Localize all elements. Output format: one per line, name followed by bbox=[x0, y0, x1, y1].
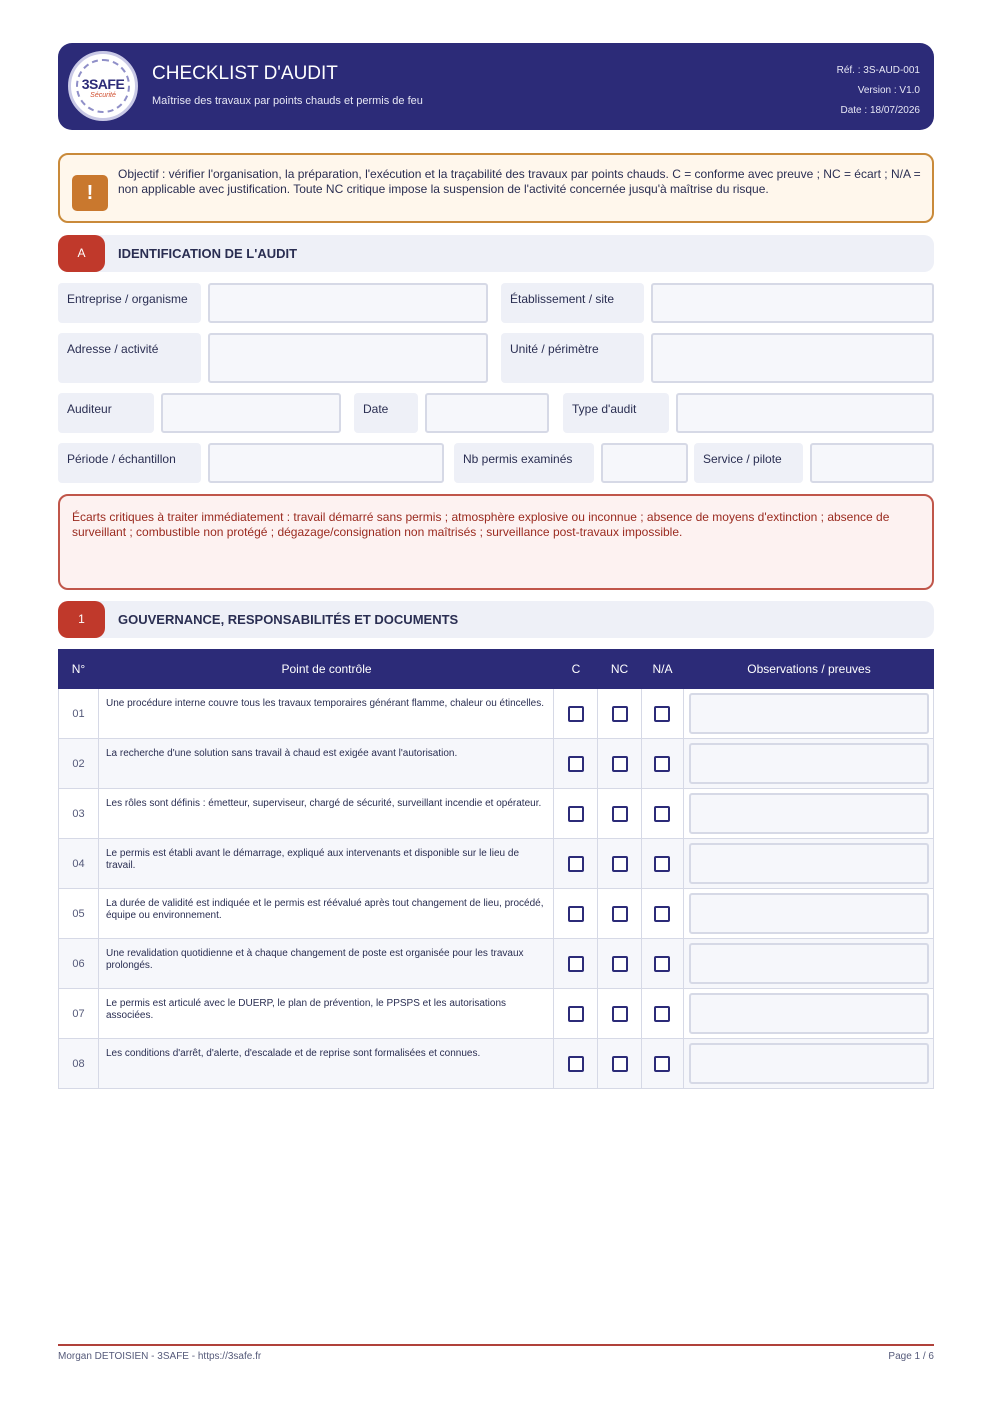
observations-field[interactable] bbox=[689, 843, 929, 884]
logo-text: 3SAFE bbox=[81, 76, 125, 92]
table-row bbox=[58, 989, 934, 1039]
document-version: Version : V1.0 bbox=[857, 85, 920, 96]
table-row bbox=[58, 689, 934, 739]
nc-checkbox[interactable] bbox=[612, 956, 628, 972]
observations-field[interactable] bbox=[689, 993, 929, 1034]
na-cell bbox=[641, 789, 684, 839]
c-checkbox[interactable] bbox=[568, 806, 584, 822]
nc-checkbox[interactable] bbox=[612, 856, 628, 872]
observations-field[interactable] bbox=[689, 893, 929, 934]
label-etablissement: Établissement / site bbox=[501, 283, 644, 323]
row-number: 02 bbox=[58, 739, 99, 789]
unite-field[interactable] bbox=[651, 333, 934, 383]
nc-cell bbox=[598, 1039, 642, 1089]
label-type-audit: Type d'audit bbox=[563, 393, 669, 433]
section-1-title: GOUVERNANCE, RESPONSABILITÉS ET DOCUMENTS bbox=[118, 612, 459, 627]
adresse-field[interactable] bbox=[208, 333, 488, 383]
row-number: 07 bbox=[58, 989, 99, 1039]
c-checkbox[interactable] bbox=[568, 1056, 584, 1072]
row-number: 05 bbox=[58, 889, 99, 939]
table-row bbox=[58, 939, 934, 989]
nc-cell bbox=[598, 689, 642, 739]
table-row bbox=[58, 1039, 934, 1089]
header-point: Point de contrôle bbox=[281, 662, 372, 676]
table-row bbox=[58, 789, 934, 839]
company-logo bbox=[68, 51, 138, 121]
section-a-badge: A bbox=[58, 235, 105, 272]
objective-text: Objectif : vérifier l'organisation, la préparation, l'exécution et la traçabilité des travaux par points chauds. C = conforme avec preuve ; NC = écart ; N/A = non applicable avec justification. Toute NC critique impose la suspension de l'activité concernée jusqu'à maîtrise du risque. bbox=[118, 167, 921, 196]
label-unite: Unité / périmètre bbox=[501, 333, 644, 383]
nc-cell bbox=[598, 989, 642, 1039]
c-checkbox[interactable] bbox=[568, 906, 584, 922]
header-observations: Observations / preuves bbox=[747, 662, 871, 676]
c-cell bbox=[554, 939, 598, 989]
type-audit-field[interactable] bbox=[676, 393, 934, 433]
label-service: Service / pilote bbox=[694, 443, 803, 483]
table-row bbox=[58, 839, 934, 889]
observations-field[interactable] bbox=[689, 693, 929, 734]
na-checkbox[interactable] bbox=[654, 706, 670, 722]
periode-field[interactable] bbox=[208, 443, 444, 483]
label-nb-permis: Nb permis examinés bbox=[454, 443, 594, 483]
critical-deviations-text: Écarts critiques à traiter immédiatement : travail démarré sans permis ; atmosphère explosive ou inconnue ; absence de moyens d'extinction ; absence de surveillant ; combustible non protégé ; dégazage/consignation non maîtrisés ; surveillance post-travaux impossible. bbox=[72, 510, 890, 539]
na-checkbox[interactable] bbox=[654, 1056, 670, 1072]
na-cell bbox=[641, 889, 684, 939]
table-row bbox=[58, 889, 934, 939]
table-header bbox=[58, 649, 934, 689]
row-number: 03 bbox=[58, 789, 99, 839]
header-nc: NC bbox=[610, 662, 629, 676]
etablissement-field[interactable] bbox=[651, 283, 934, 323]
row-number: 08 bbox=[58, 1039, 99, 1089]
nc-checkbox[interactable] bbox=[612, 806, 628, 822]
service-field[interactable] bbox=[810, 443, 934, 483]
observations-cell bbox=[684, 889, 934, 939]
logo-subtext: Sécurité bbox=[90, 92, 116, 99]
nc-checkbox[interactable] bbox=[612, 1006, 628, 1022]
observations-field[interactable] bbox=[689, 943, 929, 984]
c-checkbox[interactable] bbox=[568, 856, 584, 872]
c-checkbox[interactable] bbox=[568, 1006, 584, 1022]
nc-cell bbox=[598, 789, 642, 839]
row-number: 04 bbox=[58, 839, 99, 889]
control-point-text: La recherche d'une solution sans travail à chaud est exigée avant l'autorisation. bbox=[99, 739, 554, 789]
observations-cell bbox=[684, 939, 934, 989]
observations-cell bbox=[684, 1039, 934, 1089]
na-cell bbox=[641, 739, 684, 789]
footer-divider bbox=[58, 1344, 934, 1346]
document-meta bbox=[837, 61, 920, 121]
observations-field[interactable] bbox=[689, 743, 929, 784]
section-a-header bbox=[58, 235, 934, 272]
c-cell bbox=[554, 989, 598, 1039]
observations-cell bbox=[684, 839, 934, 889]
observations-cell bbox=[684, 739, 934, 789]
control-point-text: La durée de validité est indiquée et le permis est réévalué après tout changement de lieu, procédé, équipe ou environnement. bbox=[99, 889, 554, 939]
c-cell bbox=[554, 1039, 598, 1089]
na-checkbox[interactable] bbox=[654, 1006, 670, 1022]
control-point-text: Les rôles sont définis : émetteur, superviseur, chargé de sécurité, surveillant incendie et opérateur. bbox=[99, 789, 554, 839]
control-point-text: Le permis est établi avant le démarrage, expliqué aux intervenants et disponible sur le lieu de travail. bbox=[99, 839, 554, 889]
na-checkbox[interactable] bbox=[654, 906, 670, 922]
nc-cell bbox=[598, 839, 642, 889]
label-adresse: Adresse / activité bbox=[58, 333, 201, 383]
date-field[interactable] bbox=[425, 393, 549, 433]
c-cell bbox=[554, 739, 598, 789]
footer-author: Morgan DETOISIEN - 3SAFE - https://3safe.fr bbox=[58, 1351, 262, 1362]
control-point-text: Le permis est articulé avec le DUERP, le plan de prévention, le PPSPS et les autorisations associées. bbox=[99, 989, 554, 1039]
na-checkbox[interactable] bbox=[654, 956, 670, 972]
c-cell bbox=[554, 889, 598, 939]
section-a-title: IDENTIFICATION DE L'AUDIT bbox=[118, 246, 298, 261]
na-cell bbox=[641, 689, 684, 739]
warning-icon: ! bbox=[72, 175, 108, 211]
document-date: Date : 18/07/2026 bbox=[840, 105, 920, 116]
nc-cell bbox=[598, 939, 642, 989]
label-auditeur: Auditeur bbox=[58, 393, 154, 433]
row-number: 06 bbox=[58, 939, 99, 989]
label-periode: Période / échantillon bbox=[58, 443, 201, 483]
critical-deviations-box bbox=[58, 494, 934, 590]
observations-field[interactable] bbox=[689, 793, 929, 834]
label-date: Date bbox=[354, 393, 418, 433]
c-checkbox[interactable] bbox=[568, 706, 584, 722]
nc-checkbox[interactable] bbox=[612, 906, 628, 922]
document-subtitle: Maîtrise des travaux par points chauds et permis de feu bbox=[152, 95, 423, 107]
entreprise-field[interactable] bbox=[208, 283, 488, 323]
table-body bbox=[58, 689, 934, 1089]
auditeur-field[interactable] bbox=[161, 393, 341, 433]
nc-checkbox[interactable] bbox=[612, 706, 628, 722]
section-1-header bbox=[58, 601, 934, 638]
observations-cell bbox=[684, 689, 934, 739]
na-cell bbox=[641, 939, 684, 989]
na-cell bbox=[641, 839, 684, 889]
c-cell bbox=[554, 839, 598, 889]
c-checkbox[interactable] bbox=[568, 956, 584, 972]
c-cell bbox=[554, 789, 598, 839]
c-cell bbox=[554, 689, 598, 739]
na-checkbox[interactable] bbox=[654, 806, 670, 822]
table-row bbox=[58, 739, 934, 789]
section-1-badge: 1 bbox=[58, 601, 105, 638]
control-point-text: Les conditions d'arrêt, d'alerte, d'escalade et de reprise sont formalisées et connues. bbox=[99, 1039, 554, 1089]
checklist-table bbox=[58, 649, 934, 1089]
observations-field[interactable] bbox=[689, 1043, 929, 1084]
row-number: 01 bbox=[58, 689, 99, 739]
control-point-text: Une revalidation quotidienne et à chaque changement de poste est organisée pour les travaux prolongés. bbox=[99, 939, 554, 989]
na-cell bbox=[641, 1039, 684, 1089]
nc-cell bbox=[598, 739, 642, 789]
na-cell bbox=[641, 989, 684, 1039]
document-title: CHECKLIST D'AUDIT bbox=[152, 63, 338, 84]
nc-checkbox[interactable] bbox=[612, 1056, 628, 1072]
nc-checkbox[interactable] bbox=[612, 756, 628, 772]
nb-permis-field[interactable] bbox=[601, 443, 688, 483]
na-checkbox[interactable] bbox=[654, 856, 670, 872]
nc-cell bbox=[598, 889, 642, 939]
header-na: N/A bbox=[652, 662, 673, 676]
document-header bbox=[58, 43, 934, 130]
document-ref: Réf. : 3S-AUD-001 bbox=[836, 65, 920, 76]
control-point-text: Une procédure interne couvre tous les travaux temporaires générant flamme, chaleur ou étincelles. bbox=[99, 689, 554, 739]
header-num: N° bbox=[71, 662, 86, 676]
header-c: C bbox=[571, 662, 581, 676]
observations-cell bbox=[684, 989, 934, 1039]
na-checkbox[interactable] bbox=[654, 756, 670, 772]
objective-box bbox=[58, 153, 934, 223]
observations-cell bbox=[684, 789, 934, 839]
footer-page-number: Page 1 / 6 bbox=[888, 1351, 934, 1362]
c-checkbox[interactable] bbox=[568, 756, 584, 772]
label-entreprise: Entreprise / organisme bbox=[58, 283, 201, 323]
